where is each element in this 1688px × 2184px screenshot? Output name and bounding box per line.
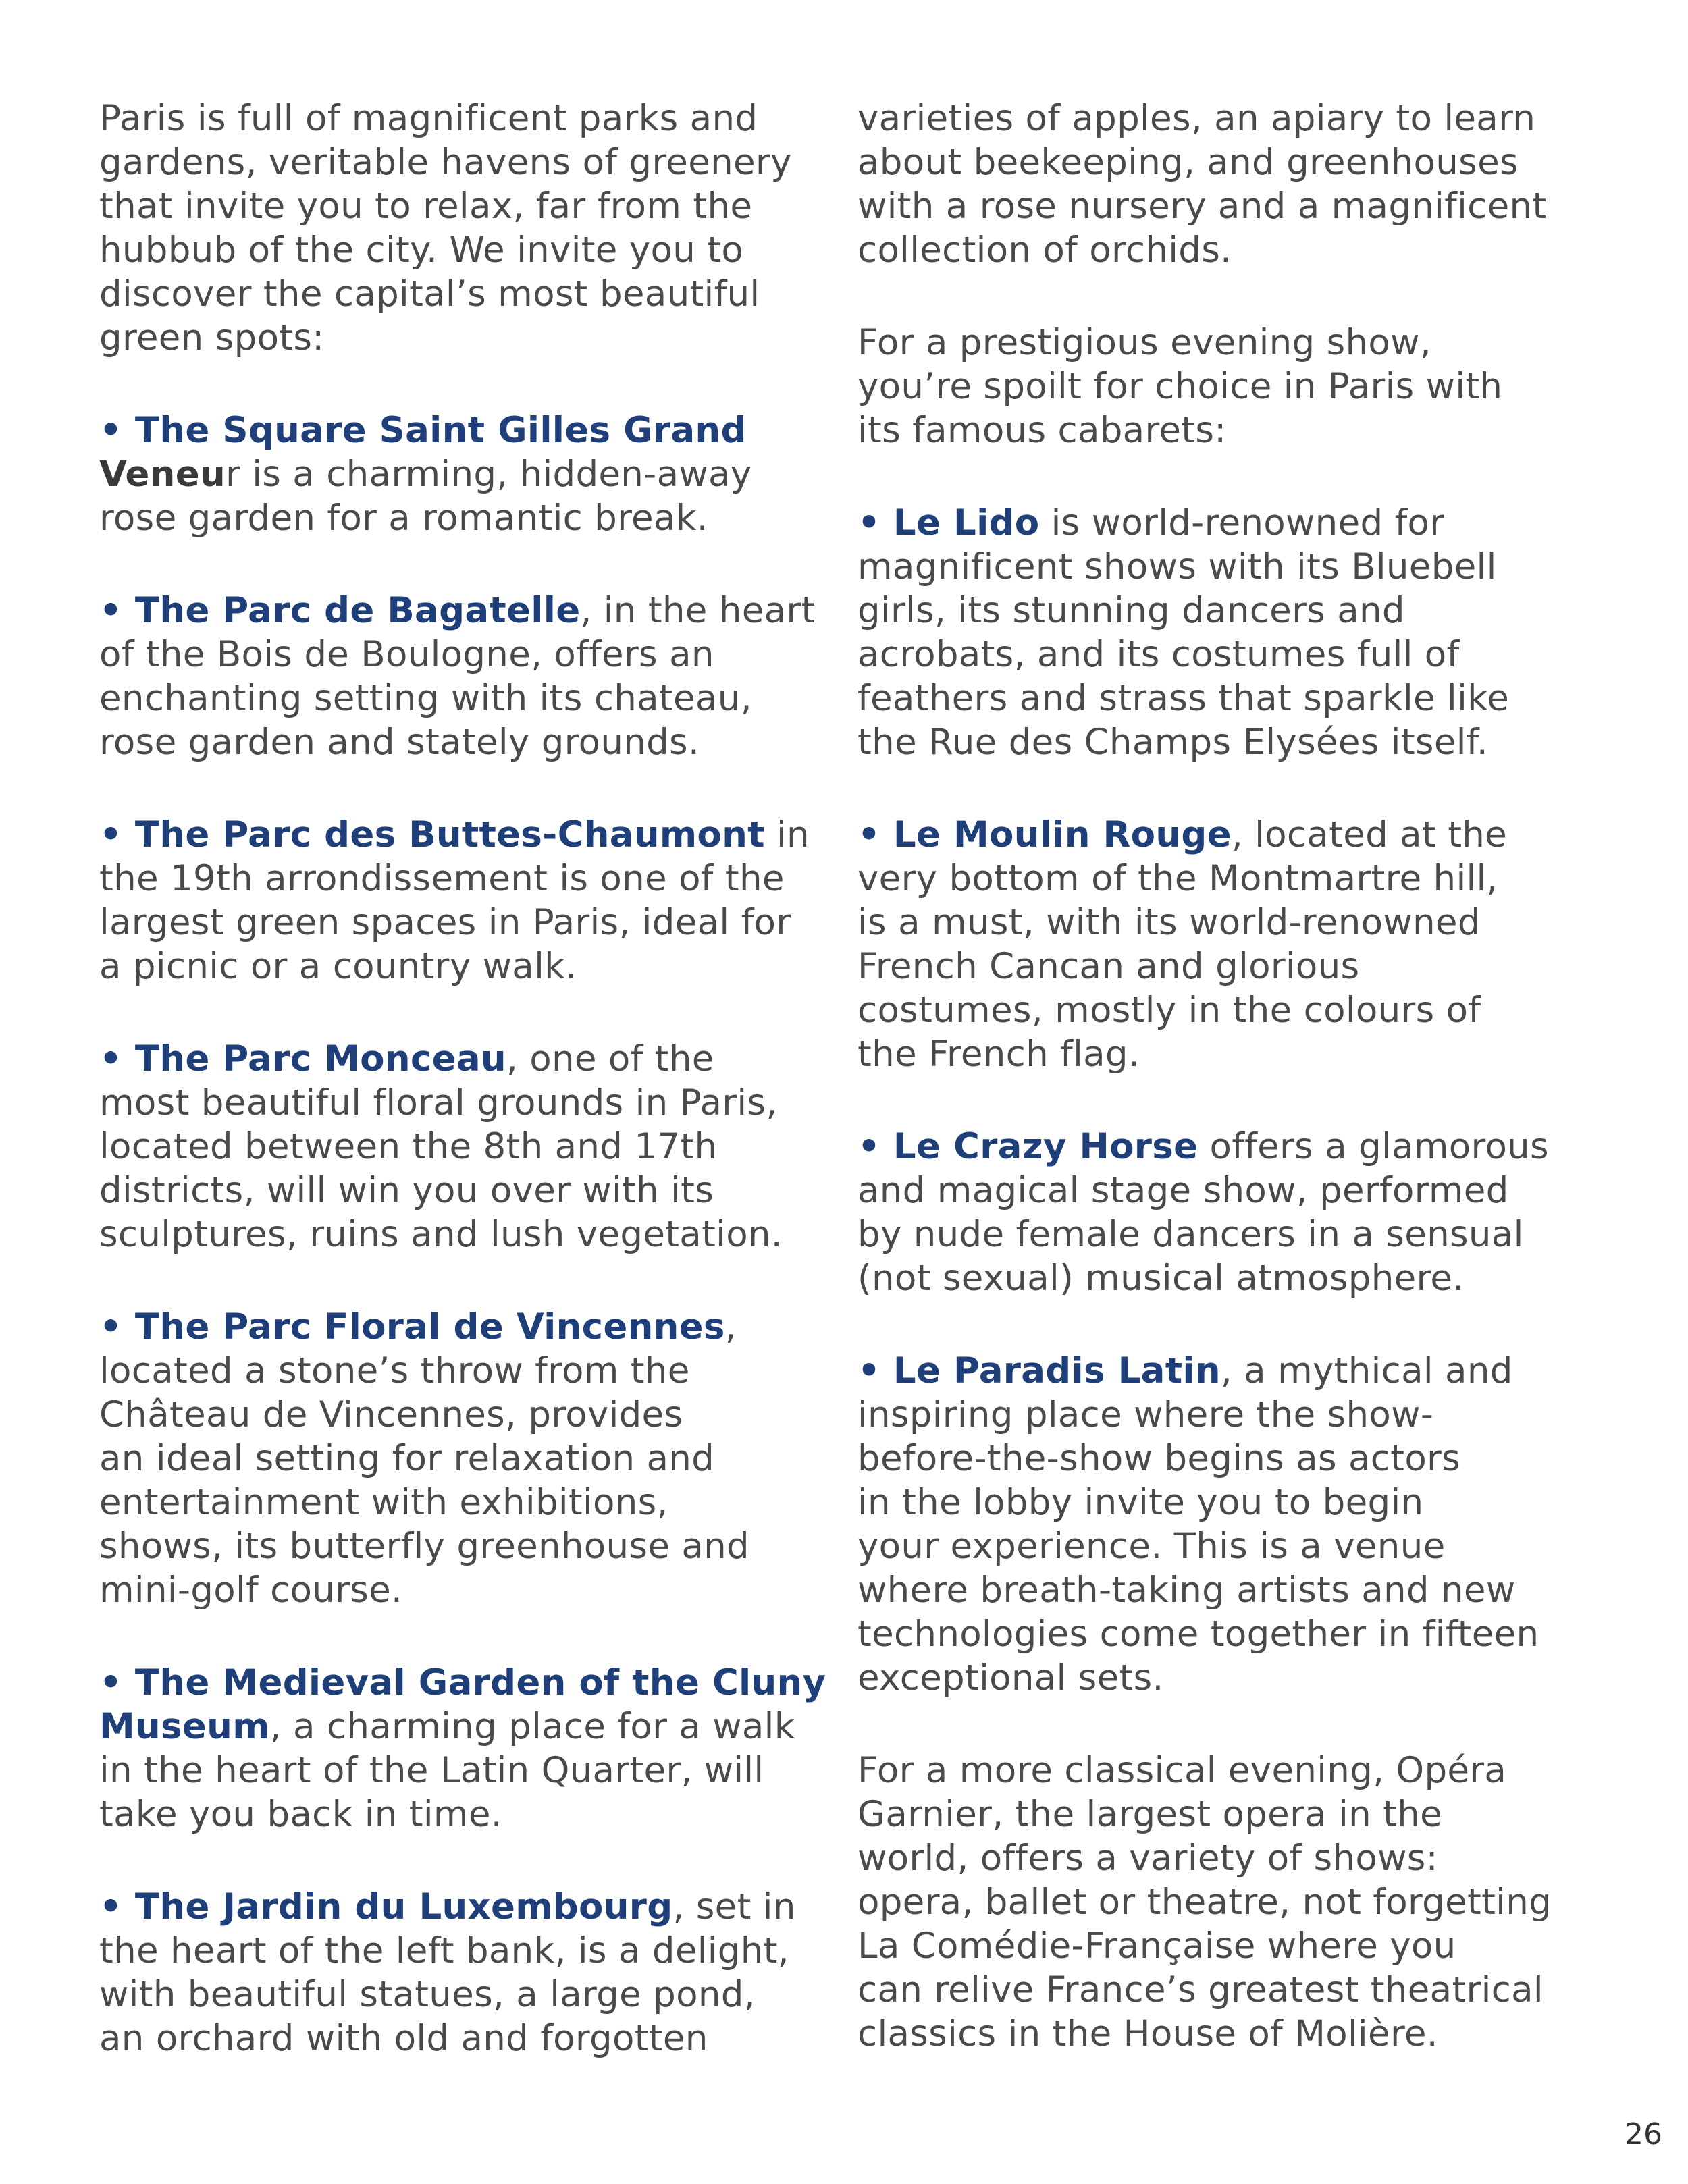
park-item-saint-gilles [99,408,835,540]
parks-intro: Paris is full of magnificent parks and gardens, veritable havens of greenery that invite you to relax, far from the hubbub of the city. We invite you to discover the capital’s most beautiful green spots: [99,98,792,358]
park-item-cluny-garden [99,1661,835,1836]
cabaret-item-lido [858,501,1607,764]
cabaret-description: , a mythical and inspiring place where the show- before-the-show begins as actors in the lobby invite you to begin your experience. This is a venue where breath-taking artists and new technologies come together in fifteen exceptional sets. [858,1350,1539,1699]
page-number: 26 [1625,2117,1662,2152]
park-name: • The Parc de Bagatelle [99,590,581,631]
park-name: • The Medieval Garden of the Cluny Museum [99,1662,826,1747]
park-description: , located a stone’s throw from the Château de Vincennes, provides an ideal setting for relaxation and entertainment with exhibitions, shows, its butterfly greenhouse and mini-golf course. [99,1306,749,1611]
park-description: r is a charming, hidden-away rose garden for a romantic break. [99,454,752,539]
cabaret-description: is world-renowned for magnificent shows with its Bluebell girls, its stunning dancers and acrobats, and its costumes full of feathers and strass that sparkle like the Rue des Champs Elysées itself. [858,502,1510,763]
park-name: • The Parc des Buttes-Chaumont [99,814,765,855]
cabaret-item-crazy-horse [858,1125,1607,1300]
cabaret-description: offers a glamorous and magical stage show, performed by nude female dancers in a sensual (not sexual) musical atmosphere. [858,1126,1549,1299]
cabaret-item-moulin-rouge [858,813,1607,1076]
park-name: • The Parc Monceau [99,1038,506,1080]
park-description: , one of the most beautiful floral grounds in Paris, located between the 8th and 17th districts, will win you over with its sculptures, ruins and lush vegetation. [99,1038,783,1255]
park-name: • The Square Saint Gilles Grand [99,410,747,451]
park-name: • The Jardin du Luxembourg [99,1886,673,1927]
park-name: • The Parc Floral de Vincennes [99,1306,725,1348]
cabaret-description: , located at the very bottom of the Montmartre hill, is a must, with its world-renowned French Cancan and glorious costumes, mostly in the colours of the French flag. [858,814,1508,1075]
park-description: , set in the heart of the left bank, is a delight, with beautiful statues, a large pond, an orchard with old and forgotten [99,1886,796,2059]
park-description: , in the heart of the Bois de Boulogne, offers an enchanting setting with its chateau, rose garden and stately grounds. [99,590,816,763]
park-item-bagatelle [99,589,835,764]
classical-evening: For a more classical evening, Opéra Garnier, the largest opera in the world, offers a variety of shows: opera, ballet or theatre, not forgetting La Comédie-Française where you can relive France’s greatest theatrical classics in the House of Molière. [858,1750,1552,2054]
left-column [99,97,835,2109]
cabaret-item-paradis-latin [858,1349,1607,1700]
luxembourg-continuation: varieties of apples, an apiary to learn about beekeeping, and greenhouses with a rose nursery and a magnificent collection of orchids. [858,98,1547,271]
park-description: in the 19th arrondissement is one of the largest green spaces in Paris, ideal for a picnic or a country walk. [99,814,810,987]
park-item-buttes-chaumont [99,813,835,988]
right-column [858,97,1607,2104]
park-item-floral-vincennes [99,1305,835,1612]
park-description: , a charming place for a walk in the heart of the Latin Quarter, will take you back in time. [99,1706,795,1835]
park-name-dark: Veneu [99,454,226,495]
cabaret-name: • Le Paradis Latin [858,1350,1221,1391]
cabaret-name: • Le Moulin Rouge [858,814,1232,855]
cabaret-name: • Le Crazy Horse [858,1126,1198,1167]
park-item-monceau [99,1037,835,1256]
cabaret-name: • Le Lido [858,502,1040,543]
cabarets-intro: For a prestigious evening show, you’re spoilt for choice in Paris with its famous cabarets: [858,322,1503,451]
park-item-luxembourg [99,1885,835,2060]
